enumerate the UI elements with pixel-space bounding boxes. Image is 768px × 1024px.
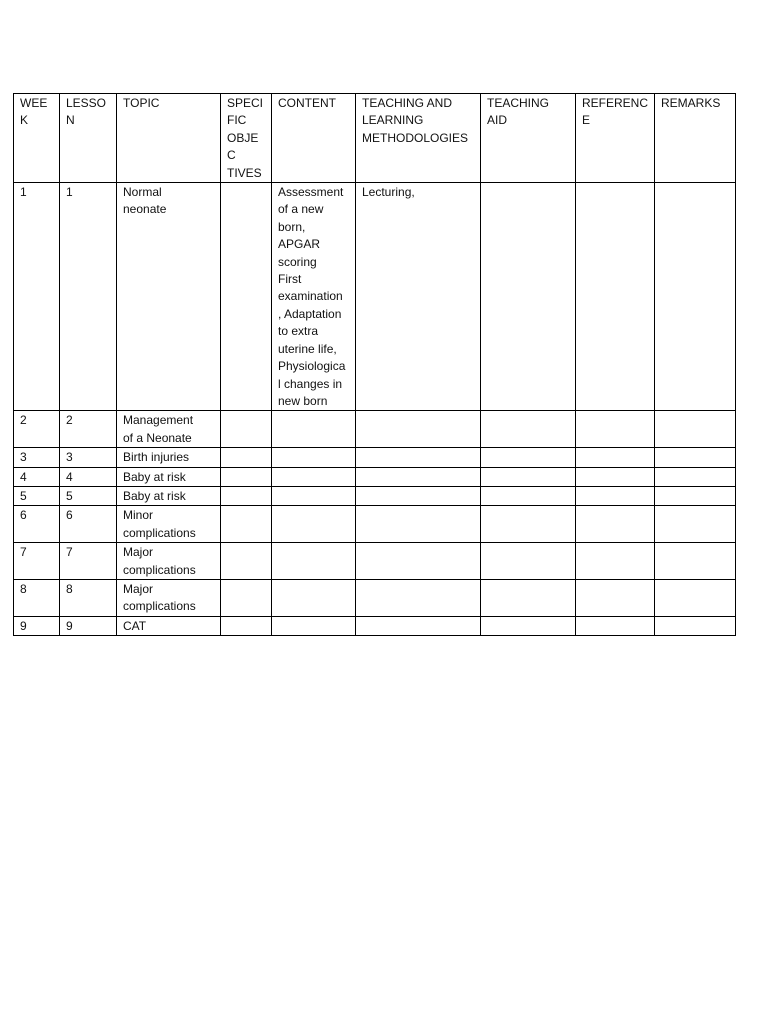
header-content: CONTENT [272,94,356,183]
cell-content [272,543,356,580]
header-week: WEE K [14,94,60,183]
cell-lesson: 5 [60,486,117,505]
cell-remarks [655,506,736,543]
cell-week: 6 [14,506,60,543]
cell-content [272,506,356,543]
table-row [14,616,736,635]
table-row [14,579,736,616]
cell-reference [576,448,655,467]
header-remarks: REMARKS [655,94,736,183]
cell-objectives [221,486,272,505]
table-row [14,448,736,467]
cell-methodologies: Lecturing, [356,183,481,411]
cell-teaching-aid [481,467,576,486]
cell-methodologies [356,579,481,616]
cell-teaching-aid [481,506,576,543]
cell-objectives [221,183,272,411]
cell-topic: Minor complications [117,506,221,543]
cell-topic: Baby at risk [117,467,221,486]
scheme-of-work-table [13,93,736,636]
cell-reference [576,486,655,505]
cell-topic: CAT [117,616,221,635]
cell-remarks [655,183,736,411]
cell-objectives [221,411,272,448]
cell-methodologies [356,411,481,448]
table-row [14,411,736,448]
cell-methodologies [356,486,481,505]
cell-remarks [655,486,736,505]
table-row [14,183,736,411]
cell-objectives [221,579,272,616]
cell-objectives [221,616,272,635]
cell-lesson: 2 [60,411,117,448]
cell-week: 1 [14,183,60,411]
cell-content [272,579,356,616]
cell-reference [576,183,655,411]
header-teaching-learning-methodologies: TEACHING AND LEARNING METHODOLOGIES [356,94,481,183]
cell-teaching-aid [481,486,576,505]
cell-methodologies [356,616,481,635]
cell-objectives [221,543,272,580]
cell-content [272,411,356,448]
cell-week: 3 [14,448,60,467]
table-body [14,183,736,636]
table-row [14,486,736,505]
cell-topic: Management of a Neonate [117,411,221,448]
header-teaching-aid: TEACHING AID [481,94,576,183]
cell-reference [576,467,655,486]
cell-lesson: 4 [60,467,117,486]
cell-lesson: 8 [60,579,117,616]
cell-lesson: 6 [60,506,117,543]
cell-reference [576,616,655,635]
cell-week: 2 [14,411,60,448]
cell-content [272,616,356,635]
table-row [14,506,736,543]
cell-teaching-aid [481,616,576,635]
header-specific-objectives: SPECI FIC OBJEC TIVES [221,94,272,183]
cell-lesson: 9 [60,616,117,635]
cell-remarks [655,579,736,616]
cell-content [272,448,356,467]
table-row [14,467,736,486]
cell-lesson: 3 [60,448,117,467]
cell-objectives [221,448,272,467]
cell-remarks [655,411,736,448]
cell-lesson: 7 [60,543,117,580]
cell-week: 9 [14,616,60,635]
cell-remarks [655,616,736,635]
cell-content: Assessment of a new born, APGAR scoring First examination , Adaptation to extra uterine life, Physiologica l changes in new born [272,183,356,411]
cell-topic: Birth injuries [117,448,221,467]
header-topic: TOPIC [117,94,221,183]
cell-remarks [655,543,736,580]
cell-teaching-aid [481,411,576,448]
cell-topic: Major complications [117,543,221,580]
cell-methodologies [356,506,481,543]
cell-content [272,467,356,486]
cell-topic: Normal neonate [117,183,221,411]
cell-week: 4 [14,467,60,486]
cell-objectives [221,467,272,486]
cell-remarks [655,467,736,486]
cell-reference [576,579,655,616]
cell-teaching-aid [481,543,576,580]
cell-reference [576,543,655,580]
cell-remarks [655,448,736,467]
header-lesson: LESSON [60,94,117,183]
header-reference: REFERENCE [576,94,655,183]
cell-content [272,486,356,505]
cell-objectives [221,506,272,543]
cell-reference [576,506,655,543]
cell-methodologies [356,543,481,580]
cell-methodologies [356,448,481,467]
cell-reference [576,411,655,448]
cell-week: 5 [14,486,60,505]
cell-teaching-aid [481,448,576,467]
cell-teaching-aid [481,579,576,616]
cell-week: 7 [14,543,60,580]
table-header [14,94,736,183]
cell-topic: Major complications [117,579,221,616]
cell-teaching-aid [481,183,576,411]
table-row [14,543,736,580]
cell-lesson: 1 [60,183,117,411]
header-row [14,94,736,183]
cell-week: 8 [14,579,60,616]
cell-topic: Baby at risk [117,486,221,505]
cell-methodologies [356,467,481,486]
